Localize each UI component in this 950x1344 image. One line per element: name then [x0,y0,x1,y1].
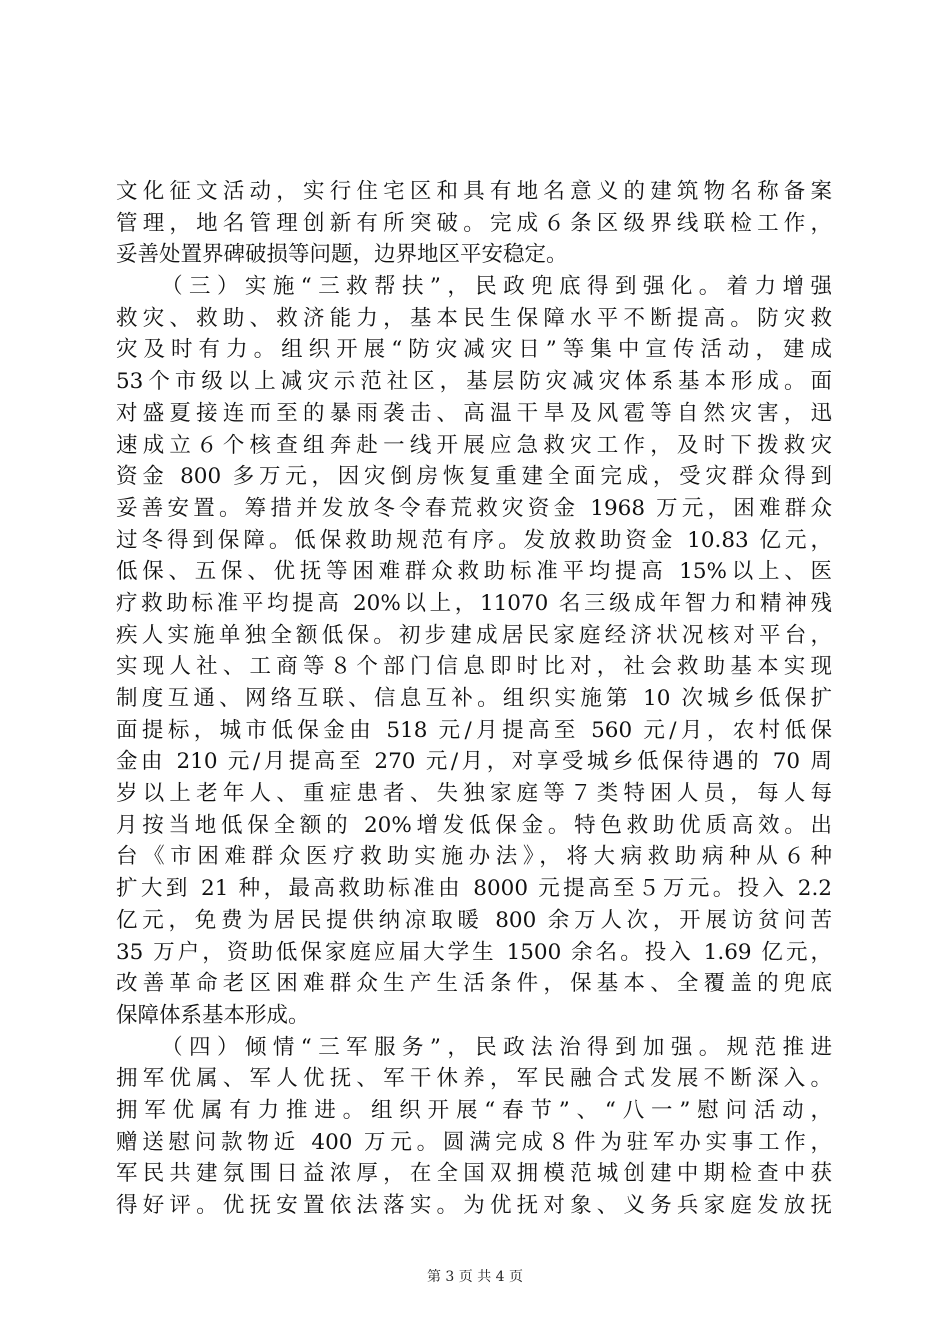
text-line: 制度互通、网络互联、信息互补。组织实施第 10 次城乡低保扩 [116,686,832,711]
text-line: 对盛夏接连而至的暴雨袭击、高温干旱及风雹等自然灾害，迅 [116,400,832,426]
text-line: （三）实施“三救帮扶”，民政兜底得到强化。着力增强 [116,274,832,300]
text-line: 面提标，城市低保金由 518 元/月提高至 560 元/月，农村低保 [116,717,832,743]
text-line: 低保、五保、优抚等困难群众救助标准平均提高 15%以上、医 [116,559,832,585]
text-line: 拥军优属、军人优抚、军干休养，军民融合式发展不断深入。 [116,1066,832,1092]
body-text [116,176,832,1222]
text-line: 管理，地名管理创新有所突破。完成６条区级界线联检工作， [116,210,832,236]
text-line: 疾人实施单独全额低保。初步建成居民家庭经济状况核对平台， [116,622,832,648]
text-line: 赠送慰问款物近 400 万元。圆满完成８件为驻军办实事工作， [116,1129,832,1155]
text-line: 资金 800 多万元，因灾倒房恢复重建全面完成，受灾群众得到 [116,464,832,490]
text-line: 实现人社、工商等８个部门信息即时比对，社会救助基本实现 [116,654,832,680]
text-line: 过冬得到保障。低保救助规范有序。发放救助资金 10.83 亿元， [116,527,832,553]
text-line: 扩大到 21 种，最高救助标准由 8000 元提高至５万元。投入 2.2 [116,876,832,902]
text-line: 台《市困难群众医疗救助实施办法》，将大病救助病种从６种 [116,844,832,870]
text-line: 金由 210 元/月提高至 270 元/月，对享受城乡低保待遇的 70 周 [116,749,832,775]
text-line: 妥善处置界碑破损等问题，边界地区平安稳定。 [116,242,568,268]
text-line: 保障体系基本形成。 [116,1002,310,1028]
text-line: 速成立６个核查组奔赴一线开展应急救灾工作，及时下拨救灾 [116,432,832,458]
text-line: 文化征文活动，实行住宅区和具有地名意义的建筑物名称备案 [116,179,832,204]
text-line: 亿元，免费为居民提供纳凉取暖 800 余万人次，开展访贫问苦 [116,907,832,933]
text-line: 得好评。优抚安置依法落实。为优抚对象、义务兵家庭发放抚 [116,1193,832,1218]
text-line: 疗救助标准平均提高 20%以上，11070 名三级成年智力和精神残 [116,590,832,616]
page-number-footer: 第 3 页 共 4 页 [426,1269,524,1285]
text-line: 灾及时有力。组织开展“防灾减灾日”等集中宣传活动，建成 [116,337,832,363]
text-line: 救灾、救助、救济能力，基本民生保障水平不断提高。防灾救 [116,305,832,331]
text-line: 军民共建氛围日益浓厚，在全国双拥模范城创建中期检查中获 [116,1161,832,1187]
text-line: 53个市级以上减灾示范社区，基层防灾减灾体系基本形成。面 [116,369,832,395]
text-line: 岁以上老年人、重症患者、失独家庭等７类特困人员，每人每 [116,781,832,807]
text-line: （四）倾情“三军服务”，民政法治得到加强。规范推进 [116,1034,832,1060]
text-line: 拥军优属有力推进。组织开展“春节”、“八一”慰问活动， [116,1097,832,1123]
text-line: 月按当地低保全额的 20%增发低保金。特色救助优质高效。出 [116,812,832,838]
text-line: 改善革命老区困难群众生产生活条件，保基本、全覆盖的兜底 [116,971,832,997]
text-line: 35 万户，资助低保家庭应届大学生 1500 余名。投入 1.69 亿元， [116,939,832,965]
text-line: 妥善安置。筹措并发放冬令春荒救灾资金 1968 万元，困难群众 [116,495,832,521]
